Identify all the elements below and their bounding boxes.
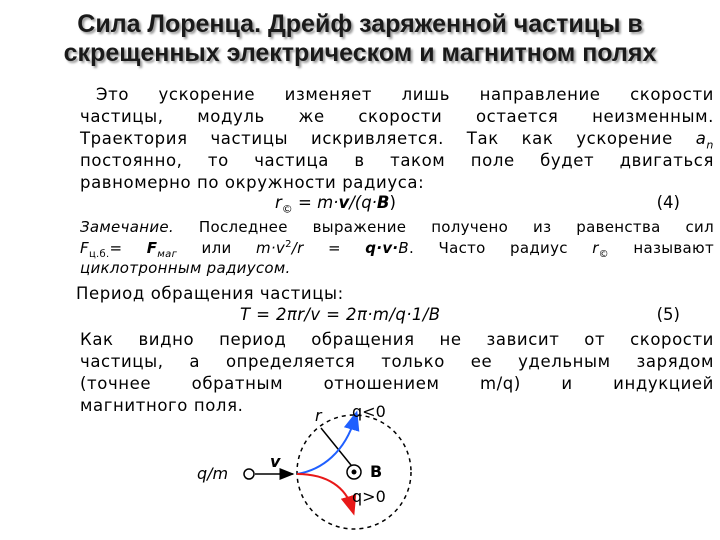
radius-line xyxy=(321,428,355,470)
slide-title-line-2: скрещенных электрическом и магнитном полях xyxy=(63,39,657,67)
formula-4-v: v xyxy=(338,193,350,212)
formula-4-r-sub: © xyxy=(281,202,293,216)
paragraph-2-line-4: магнитного поля. xyxy=(80,396,244,415)
remark-line-3: циклотронным радиусом. xyxy=(80,259,291,277)
remark-eq: = xyxy=(109,239,147,257)
acceleration-symbol: a xyxy=(695,129,707,148)
paragraph-1-line-1: Это ускорение изменяет лишь направление скорости xyxy=(96,85,714,104)
negative-charge-path xyxy=(297,418,355,474)
equation-number-4: (4) xyxy=(656,193,680,212)
magnetic-field-dot-icon xyxy=(352,470,357,475)
formula-4-part-a: = m· xyxy=(292,193,339,212)
remark-F: F xyxy=(80,239,89,257)
negative-charge-label: q<0 xyxy=(352,402,386,421)
formula-4-part-c: ) xyxy=(389,193,396,212)
velocity-label: v xyxy=(270,452,281,471)
remark-Fmag: F xyxy=(146,239,158,257)
paragraph-1-line-5: равномерно по окружности радиуса: xyxy=(80,173,425,192)
period-heading: Период обращения частицы: xyxy=(76,284,344,303)
paragraph-2-line-1: Как видно период обращения не зависит от скорости xyxy=(80,330,714,349)
paragraph-1-line-4: постоянно, то частица в таком поле будет двигаться xyxy=(80,151,714,170)
paragraph-2-line-3: (точнее обратным отношением m/q) и индукцией xyxy=(80,374,714,393)
remark-or: или xyxy=(177,239,256,257)
remark-r: r xyxy=(592,239,599,257)
remark-sup2: 2 xyxy=(285,239,292,250)
remark-mid2: . Часто радиус xyxy=(409,239,593,257)
remark-Fmag-sub: маг xyxy=(157,249,178,260)
paragraph-2-line-2: частицы, а определяется только ее удельным зарядом xyxy=(80,352,714,371)
remark-r-sub: © xyxy=(598,249,609,260)
particle-origin-icon xyxy=(244,469,254,479)
magnetic-field-label: B xyxy=(370,462,383,481)
slide-title-line-1: Сила Лоренца. Дрейф заряженной частицы в xyxy=(77,10,643,38)
remark-F-sub: ц.б. xyxy=(88,249,110,260)
formula-4-part-b: /(q· xyxy=(349,193,377,212)
remark-B: B xyxy=(398,239,410,257)
equation-number-5: (5) xyxy=(656,305,680,324)
specific-charge-label: q/m xyxy=(197,464,229,483)
paragraph-1-line-2: частицы, модуль же скорости остается неизменным. xyxy=(80,107,714,126)
radius-label: r xyxy=(315,406,322,425)
acceleration-subscript: n xyxy=(706,138,714,152)
remark-over-r: /r = xyxy=(291,239,366,257)
positive-charge-label: q>0 xyxy=(352,487,386,506)
remark-label: Замечание. xyxy=(80,218,174,236)
remark-line-1-rest: Последнее выражение получено из равенства сил xyxy=(173,218,714,236)
remark-qvB: q·v· xyxy=(365,239,399,257)
remark-end: называют xyxy=(608,239,715,257)
paragraph-1-line-3-text: Траектория частицы искривляется. Так как ускорение xyxy=(80,129,696,148)
formula-4-r: r xyxy=(275,193,282,212)
formula-4-B: B xyxy=(376,193,390,212)
period-formula: T = 2πr/v = 2π·m/q·1/B xyxy=(240,305,441,324)
remark-mv: m·v xyxy=(255,239,286,257)
